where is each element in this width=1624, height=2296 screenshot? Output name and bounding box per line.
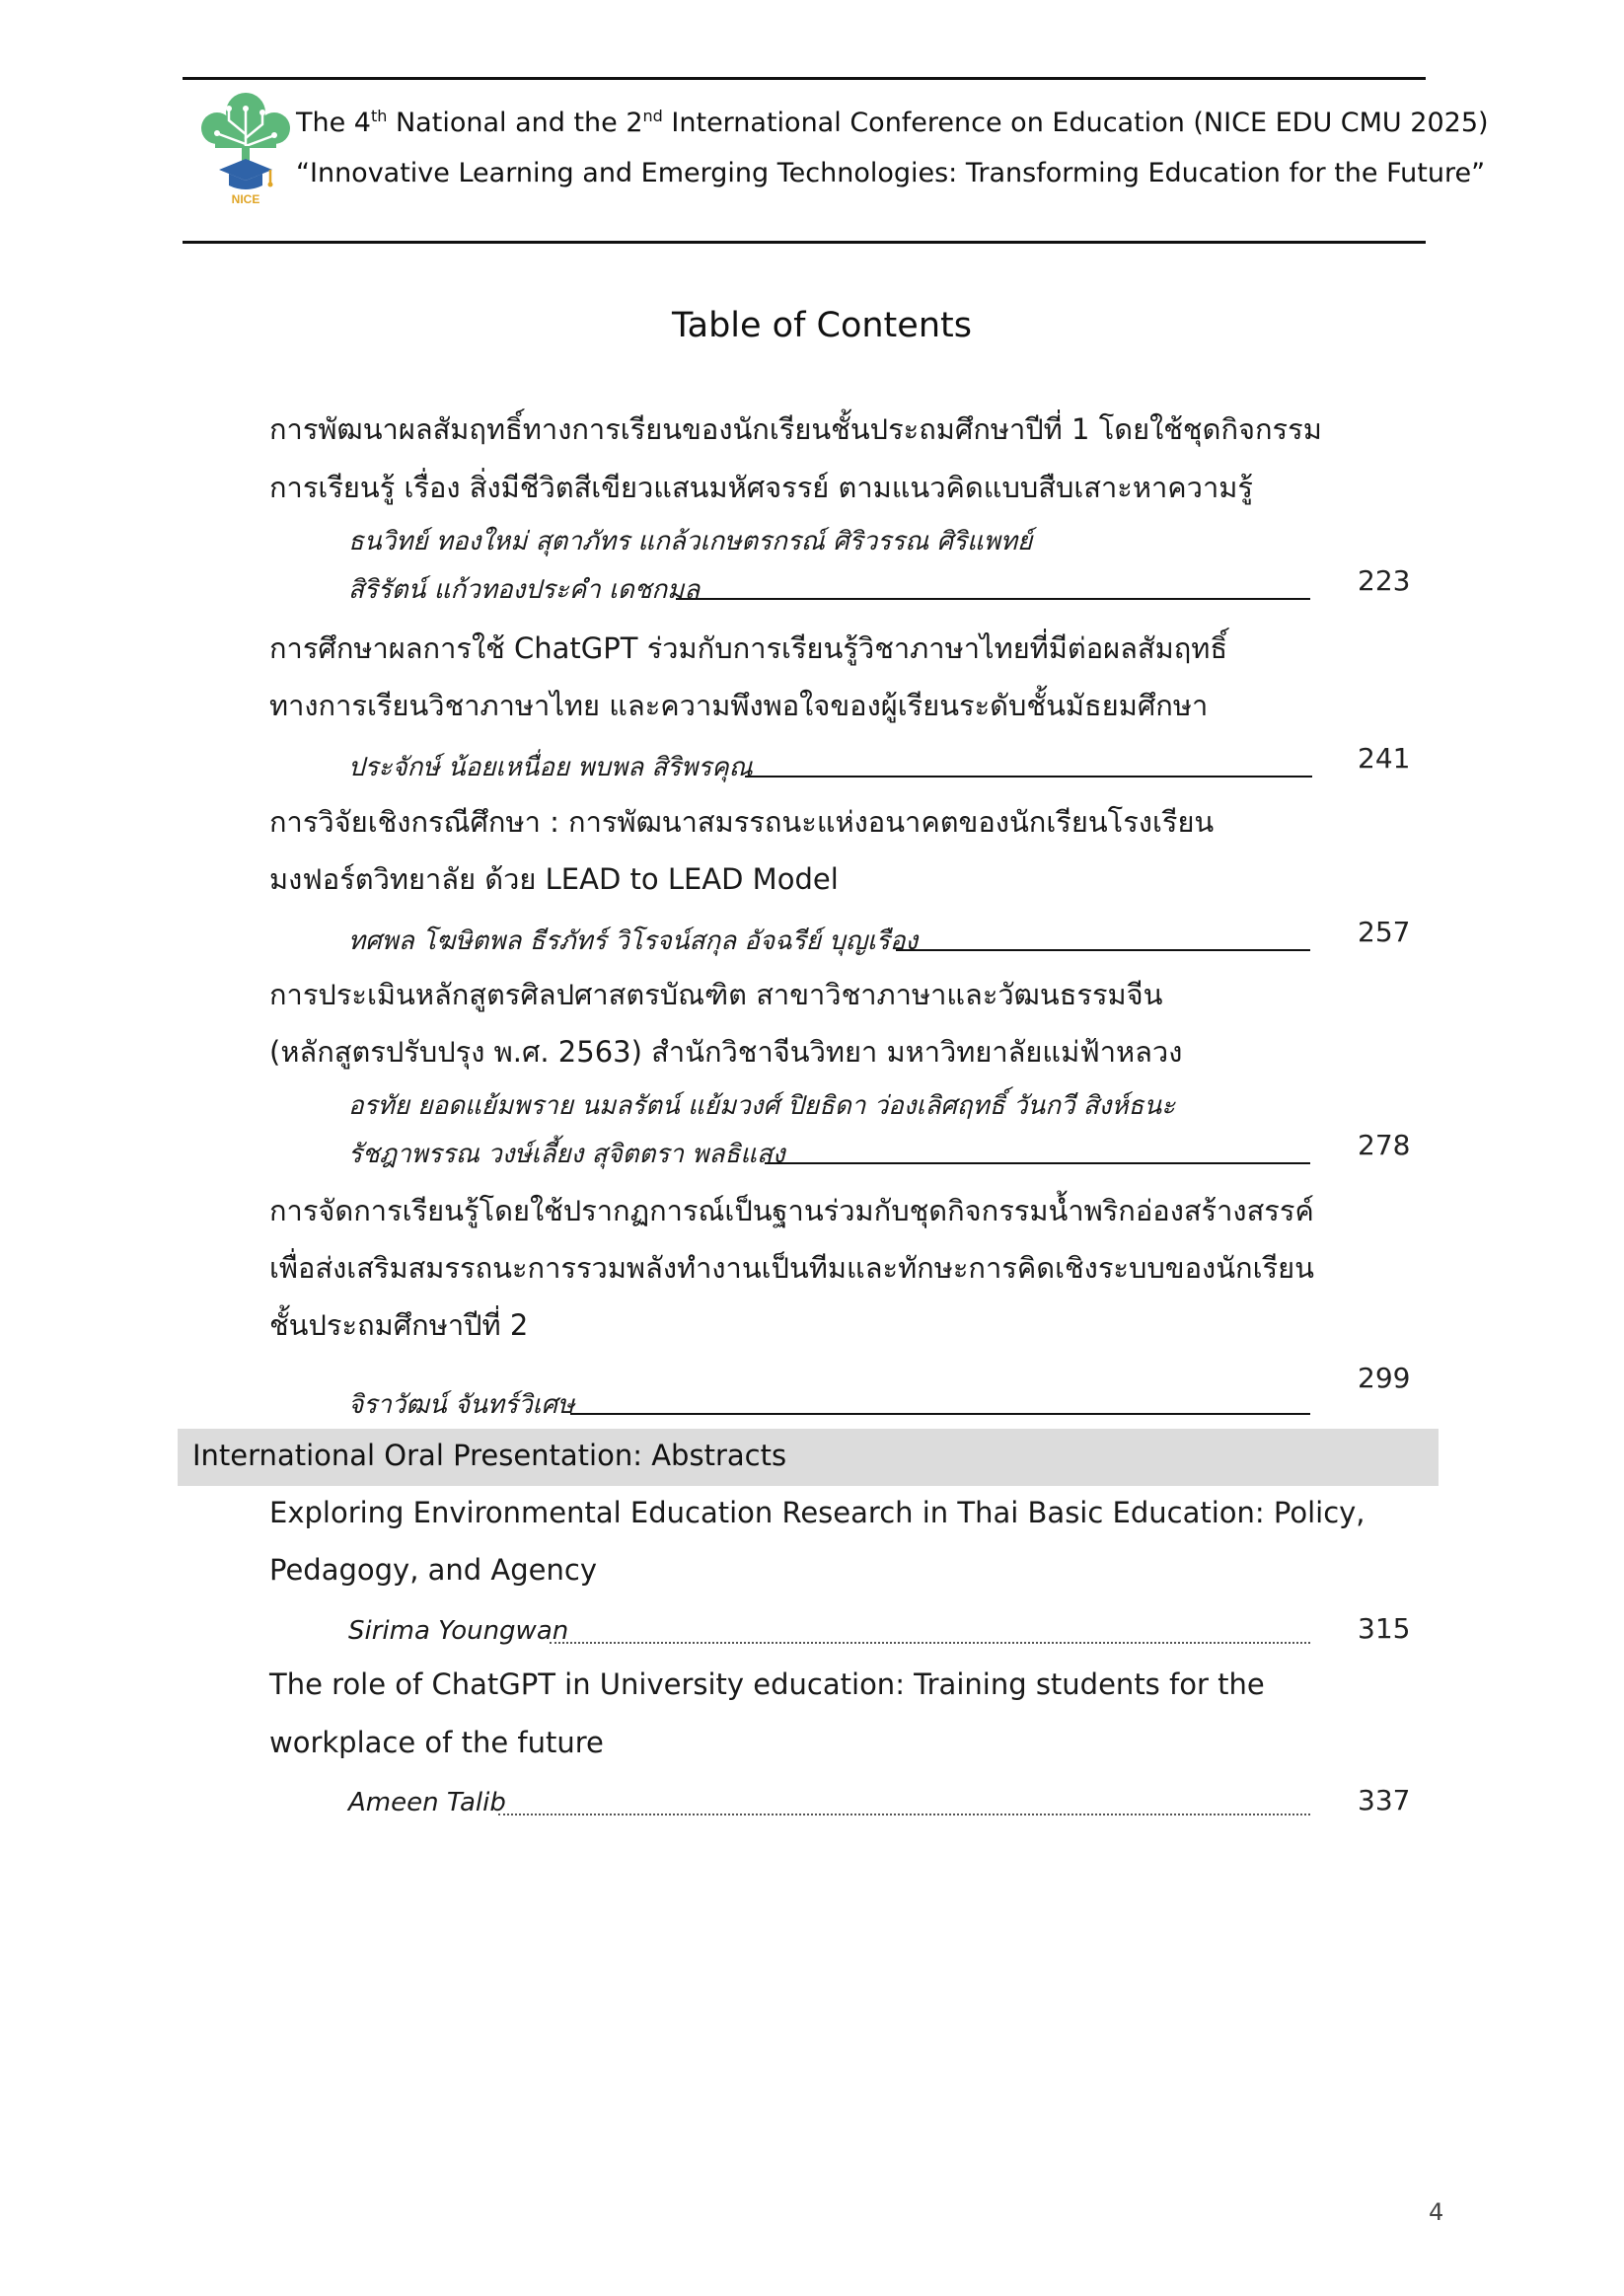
entry-title-line: Exploring Environmental Education Research in Thai Basic Education: Policy, (269, 1496, 1366, 1529)
ordinal-suffix-nd: nd (642, 107, 663, 125)
conference-title-part1: The 4 (296, 108, 371, 138)
entry-authors: จิราวัฒน์ จันทร์วิเศษ (348, 1390, 575, 1420)
entry-title-line: workplace of the future (269, 1726, 604, 1759)
leader-line (896, 949, 1310, 951)
leader-line (765, 1162, 1310, 1164)
entry-page-number: 223 (1358, 564, 1411, 597)
entry-authors: สิริรัตน์ แก้วทองประคำ เดชกมล (348, 575, 701, 605)
conference-theme: “Innovative Learning and Emerging Technologies: Transforming Education for the Future” (296, 158, 1486, 188)
entry-authors: ทศพล โฆษิตพล ธีรภัทร์ วิโรจน์สกุล อัจฉรีย์ บุญเรือง (348, 926, 919, 956)
tree-graduation-logo-icon (197, 89, 294, 207)
section-header (178, 1429, 1439, 1486)
entry-page-number: 241 (1358, 742, 1411, 775)
entry-title-line: ทางการเรียนวิชาภาษาไทย และความพึงพอใจของผู้เรียนระดับชั้นมัธยมศึกษา (269, 689, 1209, 722)
entry-authors: รัชฎาพรรณ วงษ์เลี้ยง สุจิตตรา พลธิแสง (348, 1140, 785, 1169)
conference-title-part2: National and the 2 (387, 108, 643, 138)
leader-line (570, 1413, 1310, 1415)
entry-title-line: ชั้นประถมศึกษาปีที่ 2 (269, 1308, 529, 1342)
entry-title-line: มงฟอร์ตวิทยาลัย ด้วย LEAD to LEAD Model (269, 862, 839, 896)
ordinal-suffix-th: th (370, 107, 388, 125)
entry-page-number: 278 (1358, 1129, 1411, 1161)
leader-line (676, 598, 1310, 600)
entry-title-line: การเรียนรู้ เรื่อง สิ่งมีชีวิตสีเขียวแสนมหัศจรรย์ ตามแนวคิดแบบสืบเสาะหาความรู้ (269, 471, 1253, 504)
entry-page-number: 299 (1358, 1362, 1411, 1394)
page-number: 4 (1429, 2198, 1444, 2226)
leader-dots (498, 1814, 1310, 1815)
section-label: International Oral Presentation: Abstracts (192, 1439, 787, 1472)
header-bottom-rule (183, 241, 1426, 244)
entry-authors: Ameen Talib (348, 1788, 506, 1817)
conference-title-part3: International Conference on Education (NICE EDU CMU 2025) (662, 108, 1489, 138)
entry-title-line: การประเมินหลักสูตรศิลปศาสตรบัณฑิต สาขาวิชาภาษาและวัฒนธรรมจีน (269, 978, 1163, 1011)
entry-title-line: (หลักสูตรปรับปรุง พ.ศ. 2563) สำนักวิชาจีนวิทยา มหาวิทยาลัยแม่ฟ้าหลวง (269, 1035, 1183, 1069)
conference-title (296, 107, 1489, 138)
entry-authors: อรทัย ยอดแย้มพราย นมลรัตน์ แย้มวงศ์ ปิยธิดา ว่องเลิศฤทธิ์ วันกวี สิงห์ธนะ (348, 1091, 1176, 1121)
entry-page-number: 257 (1358, 916, 1411, 948)
logo-text: NICE (231, 192, 260, 206)
entry-title-line: การจัดการเรียนรู้โดยใช้ปรากฏการณ์เป็นฐานร่วมกับชุดกิจกรรมน้ำพริกอ่องสร้างสรรค์ (269, 1194, 1314, 1227)
page-title: Table of Contents (672, 306, 972, 345)
entry-page-number: 315 (1358, 1612, 1411, 1645)
entry-page-number: 337 (1358, 1784, 1411, 1816)
header-top-rule (183, 77, 1426, 80)
entry-title-line: เพื่อส่งเสริมสมรรถนะการรวมพลังทำงานเป็นทีมและทักษะการคิดเชิงระบบของนักเรียน (269, 1251, 1314, 1285)
entry-title-line: การวิจัยเชิงกรณีศึกษา : การพัฒนาสมรรถนะแห่งอนาคตของนักเรียนโรงเรียน (269, 805, 1215, 839)
entry-authors: ธนวิทย์ ทองใหม่ สุตาภัทร แกล้วเกษตรกรณ์ ศิริวรรณ ศิริแพทย์ (348, 527, 1033, 556)
entry-title-line: Pedagogy, and Agency (269, 1553, 597, 1587)
entry-authors: Sirima Youngwan (348, 1616, 569, 1646)
entry-authors: ประจักษ์ น้อยเหนื่อย พบพล สิริพรคุณ (348, 753, 753, 782)
leader-dots (550, 1642, 1310, 1644)
leader-line (745, 776, 1312, 778)
entry-title-line: การศึกษาผลการใช้ ChatGPT ร่วมกับการเรียนรู้วิชาภาษาไทยที่มีต่อผลสัมฤทธิ์ (269, 631, 1228, 665)
entry-title-line: The role of ChatGPT in University education: Training students for the (269, 1667, 1265, 1701)
entry-title-line: การพัฒนาผลสัมฤทธิ์ทางการเรียนของนักเรียนชั้นประถมศึกษาปีที่ 1 โดยใช้ชุดกิจกรรม (269, 412, 1322, 446)
